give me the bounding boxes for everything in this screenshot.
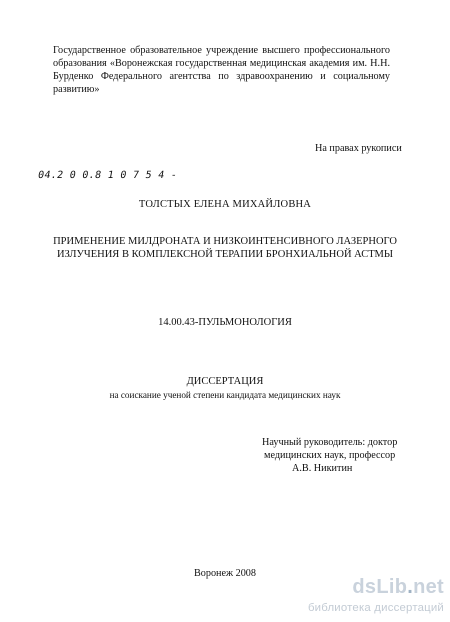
watermark-tagline: библиотека диссертаций (307, 602, 444, 614)
title-line: ИЗЛУЧЕНИЯ В КОМПЛЕКСНОЙ ТЕРАПИИ БРОНХИАЛЬНОЙ АСТМЫ (56, 249, 394, 260)
author-name: ТОЛСТЫХ ЕЛЕНА МИХАЙЛОВНА (138, 199, 312, 210)
supervisor-line: медицинских наук, профессор (264, 450, 396, 461)
document-type: ДИССЕРТАЦИЯ (186, 376, 264, 387)
supervisor-block (262, 436, 397, 475)
city-year: Воронеж 2008 (193, 568, 256, 579)
institution-block (53, 44, 390, 96)
institution-line: Государственное образовательное учреждение высшего профессионального (53, 45, 390, 56)
title-line: ПРИМЕНЕНИЕ МИЛДРОНАТА И НИЗКОИНТЕНСИВНОГО ЛАЗЕРНОГО (53, 236, 397, 247)
institution-line: образования «Воронежская государственная медицинская академия им. Н.Н. (53, 58, 390, 69)
watermark-logo-dot: . (407, 576, 414, 598)
manuscript-rights-label: На правах рукописи (315, 143, 402, 154)
institution-line: Бурденко Федерального агентства по здравоохранению и социальному (53, 71, 390, 82)
watermark-logo-main: dsLib (352, 576, 408, 598)
institution-line: развитию» (53, 84, 100, 95)
watermark-logo (352, 576, 444, 599)
catalog-number-stamp: 04.2 0 0.8 1 0 7 5 4 - (37, 170, 179, 181)
dslib-watermark[interactable] (280, 576, 446, 618)
dissertation-title (40, 235, 410, 261)
specialty-code: 14.00.43-ПУЛЬМОНОЛОГИЯ (158, 317, 292, 328)
watermark-logo-tld: net (413, 576, 444, 598)
supervisor-line: А.В. Никитин (292, 463, 353, 474)
supervisor-line: Научный руководитель: доктор (262, 437, 398, 448)
degree-line: на соискание ученой степени кандидата медицинских наук (109, 390, 341, 400)
